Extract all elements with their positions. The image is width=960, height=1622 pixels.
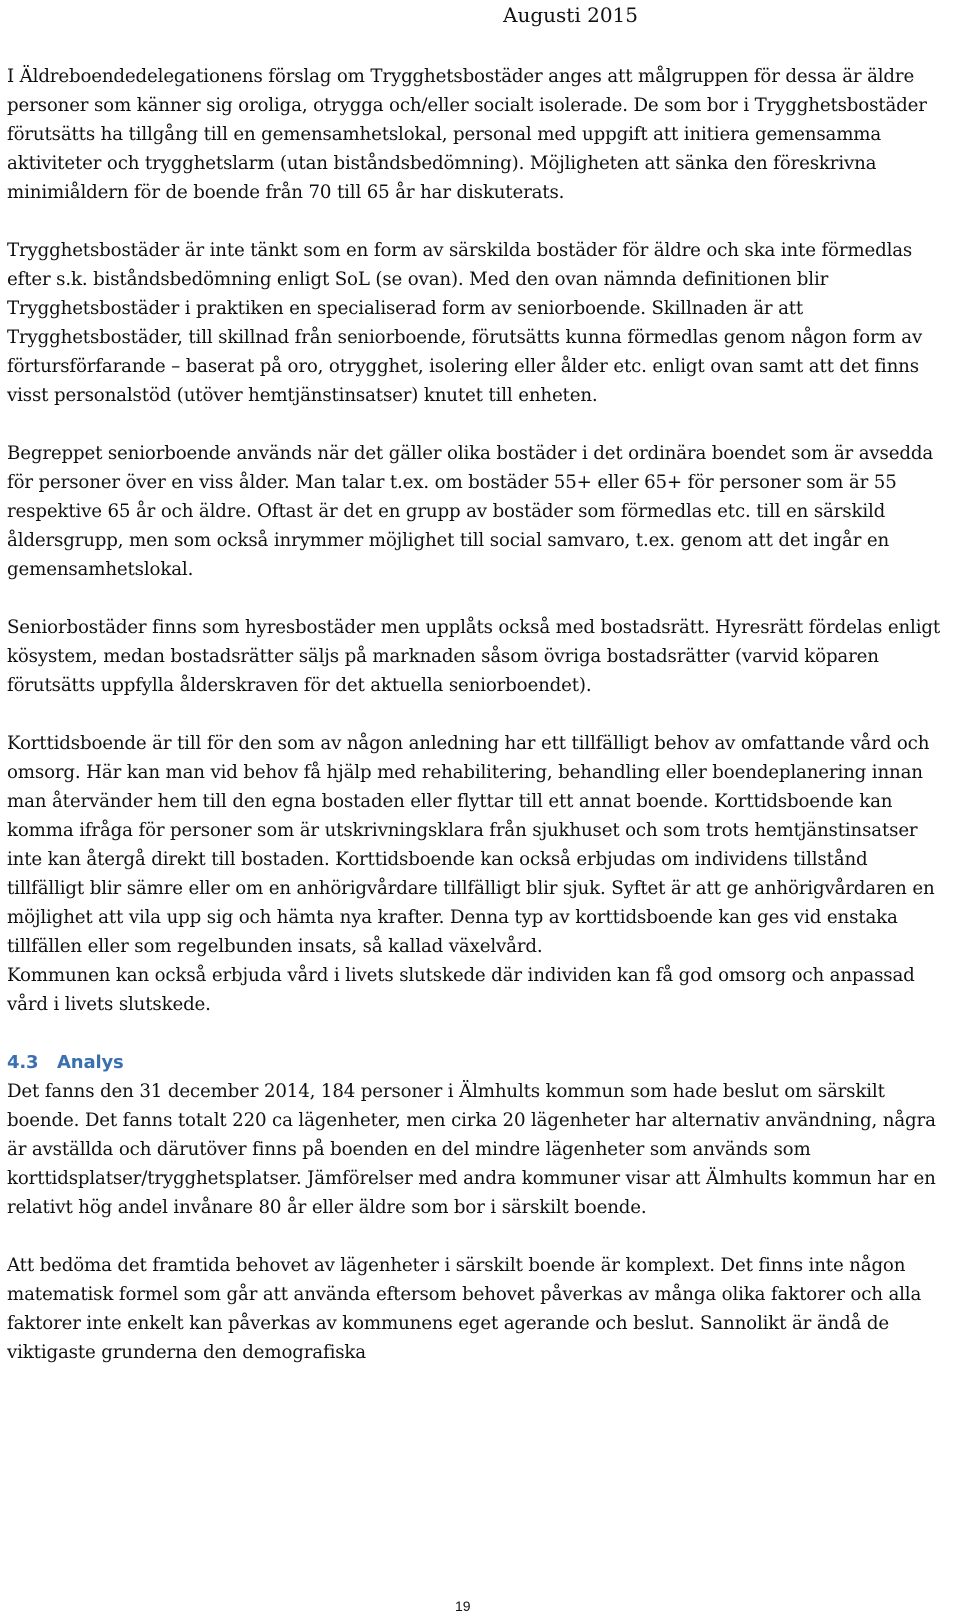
section-title: Analys [57, 1052, 124, 1073]
page-number: 19 [455, 1598, 471, 1614]
paragraph-analys-statistik: Det fanns den 31 december 2014, 184 personer i Älmhults kommun som hade beslut om särskilt boende. Det fanns totalt 220 ca lägenheter, men cirka 20 lägenheter har alternativ användning, några är avställda och därutöver finns på boenden en del mindre lägenheter som används som korttidsplatser/trygghetsplatser. Jämförelser med andra kommuner visar att Älmhults kommun har en relativt hög andel invånare 80 år eller äldre som bor i särskilt boende. [7, 1081, 936, 1218]
paragraph-seniorbostader: Seniorbostäder finns som hyresbostäder men upplåts också med bostadsrätt. Hyresrätt fördelas enligt kösystem, medan bostadsrätter säljs på marknaden såsom övriga bostadsrätter (varvid köparen förutsätts uppfylla ålderskraven för det aktuella seniorboendet). [7, 617, 941, 696]
paragraph-trygghetsbostader-intro: I Äldreboendedelegationens förslag om Trygghetsbostäder anges att målgruppen för dessa är äldre personer som känner sig oroliga, otrygga och/eller socialt isolerade. De som bor i Trygghetsbostäder förutsätts ha tillgång till en gemensamhetslokal, personal med uppgift att initiera gemensamma aktiviteter och trygghetslarm (utan biståndsbedömning). Möjligheten att sänka den föreskrivna minimiåldern för de boende från 70 till 65 år har diskuterats. [7, 66, 927, 203]
paragraph-seniorboende: Begreppet seniorboende används när det gäller olika bostäder i det ordinära boendet som är avsedda för personer över en viss ålder. Man talar t.ex. om bostäder 55+ eller 65+ för personer som är 55 respektive 65 år och äldre. Oftast är det en grupp av bostäder som förmedlas etc. till en särskild åldersgrupp, men som också inrymmer möjlighet till social samvaro, t.ex. genom att det ingår en gemensamhetslokal. [7, 443, 934, 580]
paragraph-livets-slutskede: Kommunen kan också erbjuda vård i livets slutskede där individen kan få god omsorg och anpassad vård i livets slutskede. [7, 965, 915, 1015]
paragraph-analys-behov: Att bedöma det framtida behovet av lägenheter i särskilt boende är komplext. Det finns inte någon matematisk formel som går att använda eftersom behovet påverkas av många olika faktorer och alla faktorer inte enkelt kan påverkas av kommunens eget agerande och beslut. Sannolikt är ändå de viktigaste grunderna den demografiska [7, 1255, 922, 1363]
section-number: 4.3 [7, 1052, 39, 1073]
paragraph-trygghetsbostader-definition: Trygghetsbostäder är inte tänkt som en form av särskilda bostäder för äldre och ska inte förmedlas efter s.k. biståndsbedömning enligt SoL (se ovan). Med den ovan nämnda definitionen blir Trygghetsbostäder i praktiken en specialiserad form av seniorboende. Skillnaden är att Trygghetsbostäder, till skillnad från seniorboende, förutsätts kunna förmedlas genom någon form av förtursförfarande – baserat på oro, otrygghet, isolering eller ålder etc. enligt ovan samt att det finns visst personalstöd (utöver hemtjänstinsatser) knutet till enheten. [7, 240, 923, 406]
header-date: Augusti 2015 [503, 3, 638, 27]
section-heading [7, 1048, 942, 1077]
paragraph-korttidsboende: Korttidsboende är till för den som av någon anledning har ett tillfälligt behov av omfattande vård och omsorg. Här kan man vid behov få hjälp med rehabilitering, behandling eller boendeplanering innan man återvänder hem till den egna bostaden eller flyttar till ett annat boende. Korttidsboende kan komma ifråga för personer som är utskrivningsklara från sjukhuset och som trots hemtjänstinsatser inte kan återgå direkt till bostaden. Korttidsboende kan också erbjudas om individens tillstånd tillfälligt blir sämre eller om en anhörigvårdare tillfälligt blir sjuk. Syftet är att ge anhörigvårdaren en möjlighet att vila upp sig och hämta nya krafter. Denna typ av korttidsboende kan ges vid enstaka tillfällen eller som regelbunden insats, så kallad växelvård. [7, 733, 935, 957]
document-body [7, 62, 942, 1367]
